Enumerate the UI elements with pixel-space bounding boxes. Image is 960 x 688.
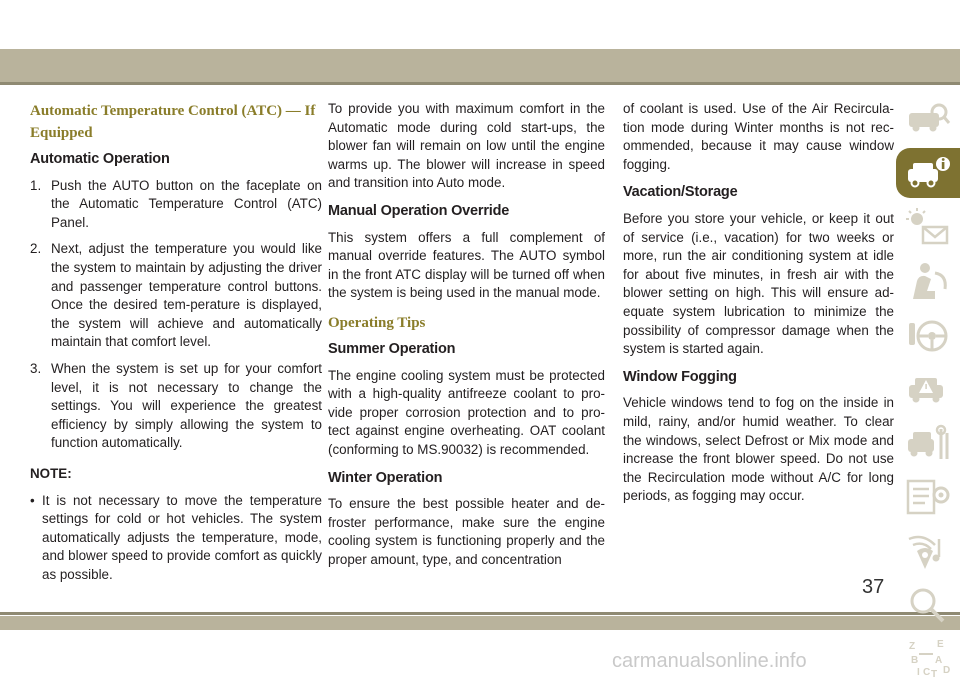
window-fogging-heading: Window Fogging (623, 368, 737, 385)
window-fogging-text: Vehicle windows tend to fog on the inside in mild, rainy, and/or humid weather. To clear the windows, select Defrost or Mix mode and increase the front blower speed. Do not use the Recirculation mode without A/C for long periods, as fogging may occur. (623, 395, 894, 504)
winter-operation-text: To ensure the best possible heater and de-froster performance, make sure the engine cooling system is functioning properly and the proper amount, type, and concentration (328, 496, 605, 567)
svg-text:T: T (931, 669, 938, 679)
winter-operation-heading: Winter Operation (328, 469, 443, 486)
car-hazard-icon (905, 369, 951, 409)
bullet: • (30, 492, 35, 508)
note-item (30, 492, 322, 585)
step-text: Next, adjust the temperature you would like the system to maintain by adjusting the driver and passenger temperature control buttons. Once the desired tem-perature is displayed, the system will achieve and automatically maintain that comfort level. (51, 241, 322, 350)
tab-safety[interactable] (896, 256, 960, 306)
step-number: 2. (30, 241, 42, 257)
watermark: carmanualsonline.info (612, 650, 807, 672)
coolant-continuation: of coolant is used. Use of the Air Recircula-tion mode during Winter months is not rec-ommended, because it may cause window fogging. (623, 101, 894, 172)
svg-text:C: C (923, 667, 931, 678)
svg-text:E: E (937, 639, 944, 650)
top-band-line (0, 82, 960, 85)
summer-operation-heading: Summer Operation (328, 340, 456, 357)
column-3 (623, 100, 894, 515)
car-tools-icon (905, 423, 951, 463)
magnifier-icon (905, 585, 951, 625)
tab-multimedia[interactable] (896, 526, 960, 576)
svg-text:Z: Z (909, 641, 916, 652)
step-number: 3. (30, 360, 42, 376)
section-title: Automatic Temperature Control (ATC) — If Equipped (30, 103, 316, 141)
step-text: When the system is set up for your comfort level, it is not necessary to change the settings. You will experience the greatest efficiency by simply allowing the system to function automatically. (51, 360, 322, 451)
column-2 (328, 100, 605, 578)
chapter-tabs (896, 94, 960, 688)
cold-start-paragraph: To provide you with maximum comfort in the Automatic mode during cold start-ups, the blower fan will remain on low until the engine warms up. The blower will increase in speed and transition into Auto mode. (328, 101, 605, 191)
steps-list (30, 177, 322, 453)
column-1 (30, 100, 322, 584)
tab-index[interactable] (896, 634, 960, 684)
bottom-band-line (0, 612, 960, 615)
top-band (0, 49, 960, 82)
tab-getting-to-know-vehicle[interactable] (896, 148, 960, 198)
tab-customer-assistance[interactable] (896, 580, 960, 630)
svg-text:I: I (917, 667, 920, 678)
multimedia-icon (905, 531, 951, 571)
vacation-storage-text: Before you store your vehicle, or keep it out of service (i.e., vacation) for two weeks or more, run the air conditioning system at idle for about five minutes, in fresh air with the blower setting on high. This will ensure ad-equate system lubrication to minimize the possibility of compressor damage when the system is started again. (623, 210, 894, 357)
automatic-operation-heading: Automatic Operation (30, 151, 170, 167)
specs-gear-icon (905, 477, 951, 517)
step-item (30, 360, 322, 453)
svg-text:B: B (911, 655, 919, 666)
tab-emergencies[interactable] (896, 364, 960, 414)
note-text: It is not necessary to move the temperature settings for cold or hot vehicles. The system automatically adjusts the temperature, mode, and blower speed to provide comfort as quickly as possible. (42, 492, 322, 582)
tab-getting-to-know[interactable] (896, 94, 960, 144)
car-info-icon (905, 153, 951, 193)
note-label: NOTE: (30, 465, 72, 481)
step-item (30, 177, 322, 233)
summer-operation-text: The engine cooling system must be protected with a high-quality antifreeze coolant to pro-vide proper corrosion protection and to pro-tect against engine overheating. OAT coolant (conforming to MS.90032) is recommended. (328, 367, 605, 457)
vacation-storage-heading: Vacation/Storage (623, 184, 738, 201)
page-number: 37 (862, 576, 885, 598)
manual-override-heading: Manual Operation Override (328, 202, 510, 219)
seat-airbag-icon (905, 261, 951, 301)
manual-override-text: This system offers a full complement of manual override features. The AUTO symbol in the front ATC display will be turned off when the system is being used in the manual mode. (328, 229, 605, 301)
step-number: 1. (30, 177, 42, 193)
note-list (30, 492, 322, 585)
step-text: Push the AUTO button on the faceplate on the Automatic Temperature Control (ATC) Panel. (51, 177, 322, 230)
alphabetical-index-icon (905, 639, 951, 679)
car-search-icon (905, 99, 951, 139)
svg-text:D: D (943, 665, 951, 676)
tab-technical-specs[interactable] (896, 472, 960, 522)
bottom-band (0, 616, 960, 630)
tab-instrument-panel[interactable] (896, 202, 960, 252)
warning-light-message-icon (905, 207, 951, 247)
tab-starting-operating[interactable] (896, 310, 960, 360)
svg-text:A: A (935, 655, 943, 666)
steering-wheel-icon (905, 315, 951, 355)
operating-tips-heading: Operating Tips (328, 314, 426, 331)
tab-servicing-maintenance[interactable] (896, 418, 960, 468)
step-item (30, 240, 322, 352)
